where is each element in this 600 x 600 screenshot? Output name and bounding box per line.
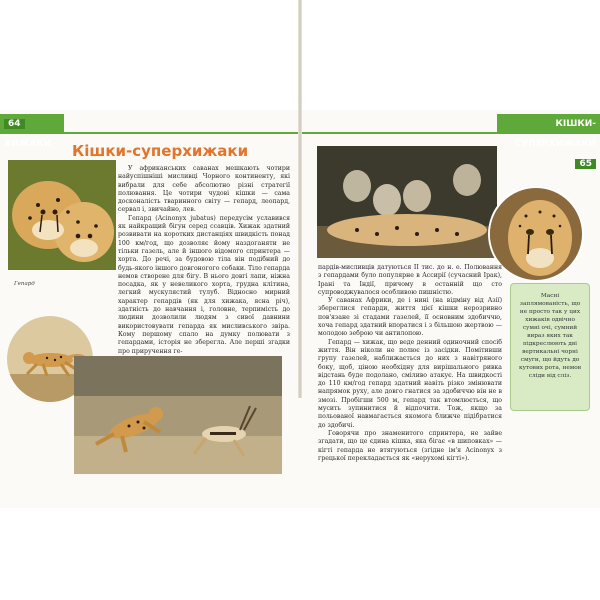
right-section-title: КІШКИ-СУПЕРХИЖАКИ <box>514 119 596 149</box>
book-spine <box>298 0 302 398</box>
paragraph: пардів-мисливців датуються II тис. до н. е. Полювання з гепардами було популярне в Ассирії (сучасний Ірак), Ірані та Індії, причому в останній що сто супроводжувалося особливою пишністю. <box>318 264 502 296</box>
right-page-number: 65 <box>575 159 596 169</box>
article-column-2 <box>318 264 502 463</box>
left-section-title: ХИЖАКИ <box>4 139 52 149</box>
cheetah-hunting-gazelle-photo <box>74 356 282 474</box>
paragraph: У саванах Африки, де і нині (на відміну від Азії) збереглися гепарди, життя цієї кішки нерозривно пов'язане зі стадами газелей, її основним здобиччю, хоча гепард здатний впоратися і з більшою жертвою — молодою зеброю чи антилопою. <box>318 297 502 338</box>
cheetah-cubs-photo <box>317 146 497 258</box>
right-page-header <box>497 114 600 169</box>
cheetah-face-photo <box>488 186 584 282</box>
left-page-header <box>0 114 64 149</box>
sidebar-note: Масні заплямованість, що не просто так у цих хижаків одвічно сумні очі, сумний вираз яких так підкреслюють дві вертикальні чорні смуги, що йдуть до кутових рота, немов сліди від сліз. <box>510 283 590 411</box>
paragraph: Говорячи про знаменитого спринтера, не зайве згадати, що це єдина кішка, яка бігає «в шиповках» — кігті гепарда не втягуються (згідне ім'я Acinonyx з грецької перекладається як «нерухомі кігті»). <box>318 429 502 462</box>
right-header-rule <box>302 132 497 134</box>
left-header-rule <box>64 132 298 134</box>
article-title: Кішки-суперхижаки <box>72 142 249 160</box>
cheetah-pair-photo <box>8 160 116 270</box>
article-column-1 <box>118 165 290 356</box>
photo-caption: Гепард <box>14 281 35 287</box>
paragraph: У африканських саванах мешкають чотири найуспішніші мисливці Чорного континенту, які вибрали для себе абсолютно різні стратегії полювання. Це чотири чудові кішки — сама досконалість тваринного світу — гепард, леопард, сервал і, звичайно, лев. <box>118 165 290 214</box>
paragraph: Гепард (Acinonyx jubatus) передусім уславився як найкращий бігун серед ссавців. Хижак здатний розвивати на коротких дистанціях швидкість понад 100 км/год, що дозволяє йому наздоганяти не тільки газель, але й іншого відомого спринтера — хорта. До речі, за будовою тіла він подібний до будь-якого іншого довгоногого собаки. Тіло гепарда немов створене для бігу. В нього довгі лапи, ніжна посадка, як у невеликого хорта, грудна клітина, легкий мускулястий тулуб. Відносно мирний характер гепардів (як для хижака, ясна річ), здатність до навчання і, головне, терпимість до людини дозволили людям з сивої давнини використовувати гепарда як мисливського звіра. Кому першому спало на думку полювати з гепардами, історія не зберегла. Але перші згадки про приручення ге- <box>118 214 290 355</box>
paragraph: Гепард — хижак, що веде денний одиночний спосіб життя. Він ніколи не полює із засідки. Помітивши групу газелей, наближається до них з навітряного боку, щоб, ціною необхідну для вирішального ривка відстань буде подолано, сміливо атакує. На швидкості до 110 км/год гепард здатний навіть різко змінювати напрямок руху, але довго гнатися за здобиччю він не в змозі. Пробігши 500 м, гепард так втомлюється, що мусить зупинитися й відпочити. Тож, якщо за польованої навмагається якомога ближче підібратися до здобичі. <box>318 338 502 429</box>
left-page-number: 64 <box>4 119 25 129</box>
